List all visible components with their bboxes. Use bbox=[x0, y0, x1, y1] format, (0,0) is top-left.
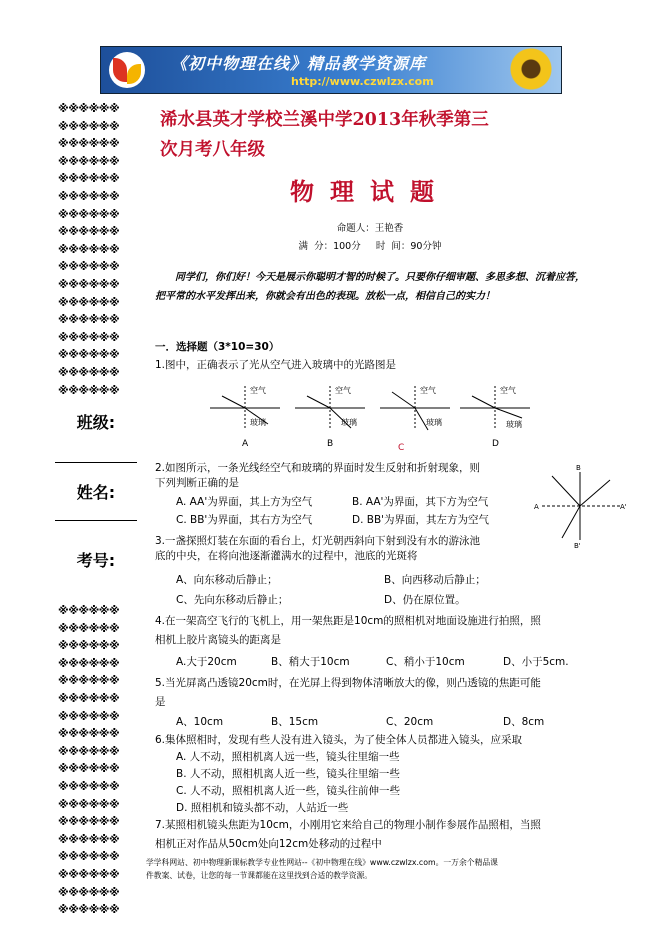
author-line: 命题人：王艳香 bbox=[336, 223, 404, 234]
svg-text:玻璃: 玻璃 bbox=[341, 418, 357, 427]
intro-paragraph: 同学们，你们好！今天是展示你聪明才智的时候了。只要你仔细审题、多思多想、沉着应答，把平常的水平发挥出来，你就会有出色的表现。放松一点，相信自己的实力！ bbox=[155, 272, 585, 302]
q1-diagrams bbox=[210, 378, 530, 452]
q1-figure-b bbox=[295, 385, 365, 449]
banner-url: http://www.czwlzx.com bbox=[291, 75, 434, 88]
svg-text:空气: 空气 bbox=[420, 386, 436, 395]
question-6: 6.集体照相时，发现有些人没有进入镜头，为了使全体人员都进入镜头，应采取 bbox=[155, 734, 523, 746]
q3-option-a: A、向东移动后静止； bbox=[176, 574, 278, 586]
name-label: 姓名: bbox=[76, 483, 116, 502]
question-2: 2.如图所示，一条光线经空气和玻璃的界面时发生反射和折射现象，则 下列判断正确的是 bbox=[155, 462, 481, 489]
divider bbox=[55, 462, 137, 463]
svg-text:B': B' bbox=[574, 542, 581, 550]
question-4: 4.在一架高空飞行的飞机上，用一架焦距是10cm的照相机对地面设施进行拍照，照 相机上胶片离镜头的距离是 bbox=[155, 615, 541, 646]
svg-text:A': A' bbox=[620, 503, 627, 511]
question-5: 5.当光屏离凸透镜20cm时，在光屏上得到物体清晰放大的像，则凸透镜的焦距可能 是 bbox=[155, 677, 541, 708]
sunflower-icon bbox=[507, 46, 555, 93]
q1-figure-d bbox=[460, 385, 530, 449]
svg-text:B: B bbox=[327, 439, 334, 449]
q5-option-d: D、8cm bbox=[503, 716, 545, 728]
class-label: 班级: bbox=[76, 413, 116, 432]
q2-option-d: D. BB'为界面，其左方为空气 bbox=[352, 514, 490, 526]
score-time-line: 满 分：100分 时 间：90分钟 bbox=[298, 241, 442, 252]
logo-icon bbox=[109, 52, 145, 88]
school-title: 浠水县英才学校兰溪中学2013年秋季第三 次月考八年级 bbox=[160, 110, 489, 160]
q3-option-d: D、仍在原位置。 bbox=[384, 594, 466, 606]
q1-figure-c bbox=[380, 385, 450, 452]
q5-option-c: C、20cm bbox=[386, 716, 434, 728]
question-3: 3.一盏探照灯装在东面的看台上，灯光朝西斜向下射到没有水的游泳池 底的中央，在将向池逐渐灌满水的过程中，池底的光斑将 bbox=[155, 535, 481, 562]
q4-option-d: D、小于5cm. bbox=[503, 656, 569, 668]
section-heading: 一．选择题（3*10=30） bbox=[155, 341, 280, 353]
id-label: 考号: bbox=[76, 551, 116, 570]
q5-option-a: A、10cm bbox=[176, 716, 224, 728]
footer-note: 学学科网站、初中物理新课标教学专业性网站--《初中物理在线》www.czwlzx.com。一万余个精品课 件教案、试卷，让您的每一节课都能在这里找到合适的教学资源。 bbox=[146, 858, 498, 880]
q2-diagram bbox=[532, 460, 632, 550]
svg-text:D: D bbox=[492, 439, 499, 449]
q6-option-d: D. 照相机和镜头都不动，人站近一些 bbox=[176, 802, 349, 814]
q3-option-c: C、先向东移动后静止； bbox=[176, 594, 289, 606]
svg-text:B: B bbox=[576, 464, 581, 472]
divider bbox=[55, 520, 137, 521]
q2-option-b: B. AA'为界面，其下方为空气 bbox=[352, 496, 489, 508]
seal-stars-bottom: ※※※※※※ ※※※※※※ ※※※※※※ ※※※※※※ ※※※※※※ ※※※※※※ ※※※※※※ ※※※※※※ ※※※※※※ ※※※※※※ ※※※※※※ ※※※※※※ ※※※※※※ ※※※※※※ ※※※※※※ ※※※※※※ ※※※※※※ ※※※※※※ bbox=[58, 604, 120, 917]
q5-option-b: B、15cm bbox=[271, 716, 319, 728]
svg-text:玻璃: 玻璃 bbox=[426, 418, 442, 427]
q6-option-a: A. 人不动，照相机离人远一些，镜头往里缩一些 bbox=[176, 751, 400, 763]
svg-text:A: A bbox=[242, 439, 249, 449]
q4-option-c: C、稍小于10cm bbox=[386, 656, 465, 668]
q2-option-c: C. BB'为界面，其右方为空气 bbox=[176, 514, 313, 526]
q6-option-b: B. 人不动，照相机离人近一些，镜头往里缩一些 bbox=[176, 768, 400, 780]
q3-option-b: B、向西移动后静止； bbox=[384, 574, 486, 586]
svg-text:玻璃: 玻璃 bbox=[250, 418, 266, 427]
q4-option-a: A.大于20cm bbox=[176, 656, 237, 668]
seal-stars-top: ※※※※※※ ※※※※※※ ※※※※※※ ※※※※※※ ※※※※※※ ※※※※※※ ※※※※※※ ※※※※※※ ※※※※※※ ※※※※※※ ※※※※※※ ※※※※※※ ※※※※※※ ※※※※※※ ※※※※※※ ※※※※※※ ※※※※※※ bbox=[58, 102, 120, 397]
svg-text:玻璃: 玻璃 bbox=[506, 420, 522, 429]
banner-title: 《初中物理在线》精品教学资源库 bbox=[171, 54, 427, 73]
svg-text:空气: 空气 bbox=[500, 386, 516, 395]
svg-text:C: C bbox=[398, 443, 405, 452]
q1-figure-a bbox=[210, 385, 280, 449]
svg-text:空气: 空气 bbox=[335, 386, 351, 395]
svg-text:空气: 空气 bbox=[250, 386, 266, 395]
svg-text:A: A bbox=[534, 503, 539, 511]
q6-option-c: C. 人不动，照相机离人近一些，镜头往前伸一些 bbox=[176, 785, 401, 797]
question-1: 1.图中，正确表示了光从空气进入玻璃中的光路图是 bbox=[155, 359, 397, 371]
q4-option-b: B、稍大于10cm bbox=[271, 656, 350, 668]
q2-option-a: A. AA'为界面，其上方为空气 bbox=[176, 496, 313, 508]
question-7: 7.某照相机镜头焦距为10cm，小刚用它来给自己的物理小制作参展作品照相，当照 相机正对作品从50cm处向12cm处移动的过程中 bbox=[155, 819, 541, 850]
subject-title: 物理试题 bbox=[290, 177, 450, 206]
header-banner bbox=[100, 46, 562, 94]
